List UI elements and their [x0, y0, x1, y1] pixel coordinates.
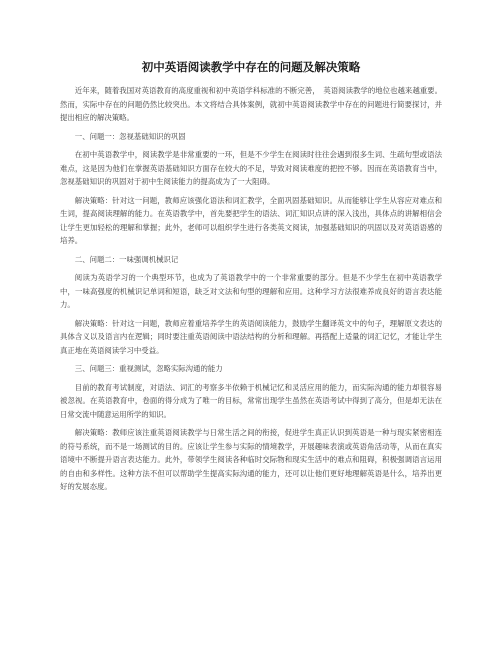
section-heading-2: 二、问题二：一味强调机械识记: [74, 254, 179, 264]
section-2-solution: 解决策略：针对这一问题，教师应着重培养学生的英语阅读能力，鼓励学生翻译英文中的句子，理解原文表达的具体含义以及语言内在逻辑；同时要注重英语阅读中语法结构的分析和理解。再搭配上适量的词汇记忆，才能让学生真正地在英语阅读学习中受益。: [60, 318, 442, 355]
section-heading-3: 三、问题三：重视测试，忽略实际沟通的能力: [74, 364, 223, 373]
section-heading-1: 一、问题一：忽视基础知识的巩固: [74, 131, 186, 141]
section-3-solution: 解决策略：教师应该注重英语阅读教学与日常生活之间的衔接，促进学生真正认识到英语是一种与现实紧密相连的符号系统，而不是一场测试的目的。应该让学生参与实际的情境教学，开展趣味表演或英语角活动等，从而在真实语境中不断提升语言表达能力。此外，带领学生阅读各种临时交际物和现实生活中的难点和阻碍，积极强调语言运用的自由和多样性。这种方法不但可以帮助学生提高实际沟通的能力，还可以让他们更好地理解英语是什么，培养出更好的发展态度。: [60, 428, 442, 491]
section-3-paragraph: 目前的教育考试制度，对语法、词汇的考察多半依赖于机械记忆和灵活应用的能力，而实际沟通的能力却很容易被忽视。在英语教育中，卷面的得分成为了唯一的目标，常常出现学生虽然在英语考试中得到了高分，但是却无法在日常交流中随意运用所学的知识。: [60, 382, 442, 419]
section-1-solution: 解决策略：针对这一问题，教师应该强化语法和词汇教学，全面巩固基础知识。从而能够让学生从容应对难点和生词，提高阅读理解的能力。在英语教学中，首先要把学生的语法、词汇知识点讲的深入浅出，具体点的讲解相信会让学生更加轻松的理解和掌握；此外，老师可以组织学生进行各类英文阅读，加强基础知识的巩固以及对英语语感的培养。: [60, 195, 442, 245]
section-2-paragraph: 阅读为英语学习的一个典型环节，也成为了英语教学中的一个非常重要的部分。但是不少学生在初中英语教学中，一味高强度的机械识记单词和短语，缺乏对文法和句型的理解和应用。这种学习方法很难养成良好的语言表达能力。: [60, 273, 442, 309]
document-title: 初中英语阅读教学中存在的问题及解决策略: [141, 60, 361, 74]
intro-paragraph: 近年来，随着我国对英语教育的高度重视和初中英语学科标准的不断完善， 英语阅读教学的地位也越来越重要。然而，实际中存在的问题仍然比较突出。本文将结合具体案例，就初中英语阅读教学中存在的问题进行简要探讨，并提出相应的解决策略。: [60, 86, 442, 122]
section-1-paragraph: 在初中英语教学中，阅读教学是非常重要的一环，但是不少学生在阅读时往往会遇到很多生词、生疏句型或语法难点，这是因为他们在掌握英语基础知识方面存在较大的不足，导致对阅读难度的把控不够。因而在英语教育当中，忽视基础知识的巩固对于初中生阅读能力的提高成为了一大阻碍。: [60, 150, 442, 186]
